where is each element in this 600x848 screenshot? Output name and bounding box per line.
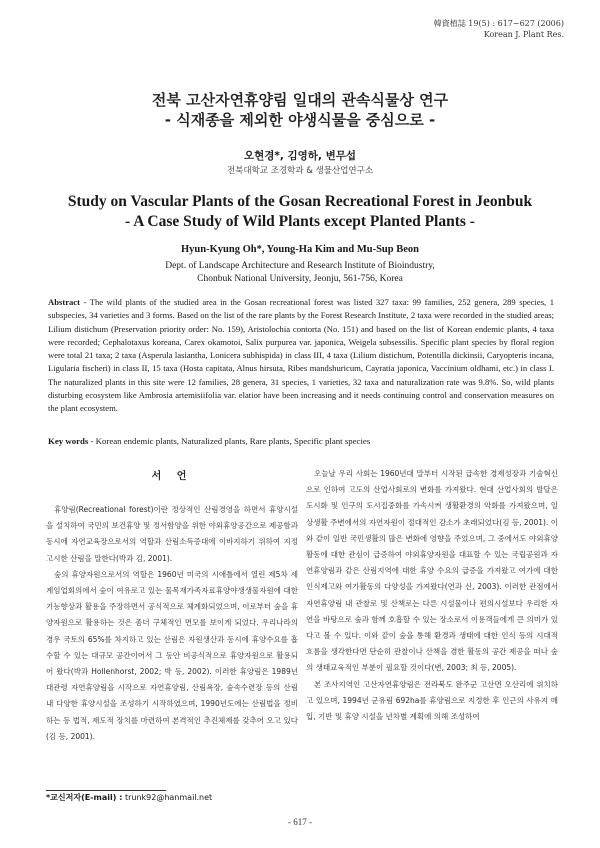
correspondence-footnote	[46, 792, 212, 803]
keywords	[48, 436, 554, 446]
abstract	[48, 296, 554, 416]
intro-paragraph-1: 휴양림(Recreational forest)이란 정상적인 산림경영을 하면서 휴양시설을 설치하여 국민의 보건휴양 및 정서함양을 위한 야외휴양공간으로 제공함과 동시에 자연교육장으로서의 역할과 산림소득증대에 이바지하기 위하여 지정고시한 산림을 말한다(박과 김, 2001).	[46, 505, 298, 563]
english-title-line2: - A Case Study of Wild Plants except Planted Plants -	[125, 213, 475, 230]
left-column	[46, 470, 298, 745]
footnote-divider	[46, 790, 166, 791]
keywords-label: Key words	[48, 436, 89, 446]
korean-title-line1: 전북 고산자연휴양림 일대의 관속식물상 연구	[151, 91, 449, 109]
english-title	[0, 192, 600, 232]
english-affiliation-line1: Dept. of Landscape Architecture and Research Institute of Bioindustry,	[165, 261, 435, 271]
journal-name: Korean J. Plant Res.	[483, 30, 564, 39]
english-authors: Hyun-Kyung Oh*, Young-Ha Kim and Mu-Sup Beon	[181, 244, 419, 255]
abstract-label: Abstract	[48, 297, 80, 307]
korean-affiliation: 전북대학교 조경학과 & 생물산업연구소	[226, 166, 374, 176]
section-heading-introduction: 서 언	[151, 471, 193, 482]
keywords-text: - Korean endemic plants, Naturalized plants, Rare plants, Specific plant species	[88, 436, 371, 446]
correspondence-email: trunk92@hanmail.net	[122, 793, 213, 802]
english-affiliation-line2: Chonbuk National University, Jeonju, 561-756, Korea	[197, 274, 403, 284]
correspondence-label: *교신저자(E-mail) :	[46, 793, 123, 802]
korean-title	[0, 90, 600, 130]
page-number: - 617 -	[288, 817, 312, 827]
intro-paragraph-2: 숲의 휴양자원으로서의 역할은 1960년 미국의 시애틀에서 열린 제5차 세계임업회의에서 숲이 여유로고 있는 물목재가족자료휴양야생생물자원에 대한 기능향상과 활용을 주장하면서 공식적으로 체계화되었으며, 이로부터 숲을 휴양자원으로 활용하는 것은 좀더 구체적인 면모를 보이게 되었다. 우리나라의 경우 국토의 65%를 차지하고 있는 산림은 자원생산과 동시에 휴양수요를 흡수할 수 있는 대규모 공간이어서 그 동안 비공식적으로 휴양자원으로 활용되어 왔다(박과 Hollenhorst, 2002; 박 등, 2002). 이러한 휴양림은 1989년 대관령 자연휴양림을 시작으로 자연휴양림, 산림욕장, 숲속수련장 등의 산림 내 다양한 휴양시설을 조성하기 시작하였으며, 1990년도에는 산림법을 정비하는 등 법적, 제도적 장치를 마련하여 본격적인 추진체제를 갖추어 오고 있다(김 등, 2001).	[46, 569, 298, 741]
journal-reference	[344, 18, 564, 40]
korean-title-line2: - 식재종을 제외한 야생식물을 중심으로 -	[164, 111, 436, 129]
right-column	[306, 466, 558, 725]
abstract-text: - The wild plants of the studied area in the Gosan recreational forest was listed 327 taxa: 99 families, 252 genera, 289 species, 1 subspecies, 34 varieties and 3 forms. Based on the list of the rare plants by the Forest Research Institute, 2 taxa were recorded in the studied areas; Lilium distichum (Preservation priority order: No. 159), Aristolochia contorta (No. 151) and based on the list of Korean endemic plants, 4 taxa were recorded; Cephalotaxus koreana, Carex okamotoi, Salix purpurea var. japonica, Weigela subsessilis. Specific plant species by floral region were total 21 taxa; 2 taxa (Asperula lasiantha, Lonicera subhispida) in class III, 4 taxa (Lilium distichum, Potentilla dickinsii, Caryopteris incana, Ligularia fischeri) in class II, 15 taxa (Hosta capitata, Alnus hirsuta, Ribes mandshuricum, Cayratia japonica, Vaccinium oldhami, etc.) in class I. The naturalized plants in this site were 12 families, 28 genera, 31 species, 1 varieties, 32 taxa and naturalization rate was 9.8%. So, wild plants disturbing ecosystem like Ambrosia artemisiifolia var. elatior have been increasing and it needs continuing control and conservation measures on the plant ecosystem.	[48, 297, 554, 414]
english-title-line1: Study on Vascular Plants of the Gosan Recreational Forest in Jeonbuk	[67, 193, 533, 210]
korean-authors: 오현경*, 김영하, 변무섭	[243, 150, 357, 162]
journal-citation: 韓資植誌 19(5) : 617~627 (2006)	[433, 19, 564, 28]
intro-paragraph-3: 오늘날 우리 사회는 1960년대 말부터 시작된 급속한 경제성장과 기술혁신으로 인하여 고도의 산업사회로의 변화를 가져왔다. 현대 산업사회의 발달은 도시화 및 인구의 도시집중화를 가속시켜 생활환경의 악화를 가져왔으며, 일상생활 주변에서의 자연자원이 절대적인 감소가 초래되었다(김 등, 2001). 이와 같이 일반 국민생활의 많은 변화에 영향을 주었으며, 그 중에서도 야외휴양활동에 대한 관심이 급증하여 야외휴양자원을 대표할 수 있는 국립공원과 자연휴양림과 같은 산림지역에 대한 휴양 수요의 급증을 가져왔고 여가에 대한 인식제고와 여가활동의 다양성을 가져왔다(연과 신, 2003). 이러한 관점에서 자연휴양림 내 관찰로 및 산책로는 다른 시설물이나 편의시설보다 우리한 자연을 바탕으로 숲과 함께 호흡할 수 있는 장소로서 이용객들에게 큰 의미가 있다고 볼 수 있다. 이와 같이 숲을 통해 환경과 생태에 대한 인식 등의 시대적 흐름을 생각한다면 단순히 관찰이나 산책을 겸한 활동의 공간 제공을 떠나 숲의 생태교육적인 부분이 필요할 것이다(변, 2003; 최 등, 2005).	[306, 469, 558, 673]
english-affiliation	[0, 260, 600, 286]
intro-paragraph-4: 본 조사지역인 고산자연휴양림은 전라북도 완주군 고산면 오산리에 위치하고 있으며, 1994년 군유림 692ha를 휴양림으로 지정한 후 인근의 사유지 매입, 기반 및 휴양 시설을 년차별 계획에 의해 조성하여	[306, 679, 558, 722]
